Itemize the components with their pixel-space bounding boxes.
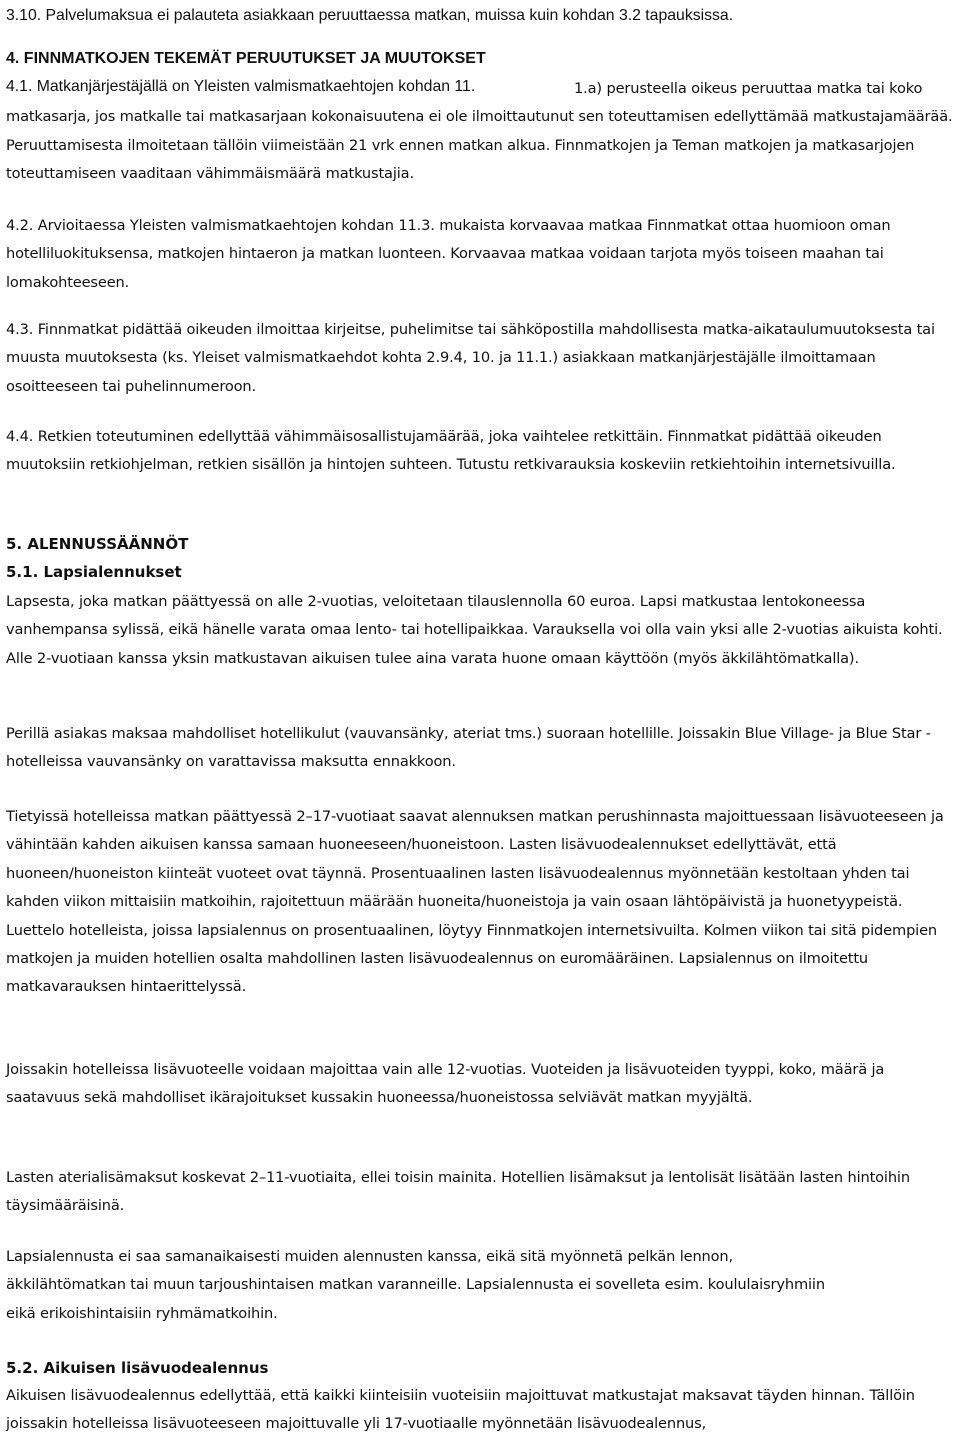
- paragraph-5-2: Aikuisen lisävuodealennus edellyttää, että kaikki kiinteisiin vuoteisiin majoittuvat matkustajat maksavat täyden hinnan. Tällöin joissakin hotelleissa lisävuoteeseen majoittuvalle yli 17-vuotiaalle myönnetään lisävuodealennus,: [6, 1387, 915, 1433]
- heading-section-5: 5. ALENNUSSÄÄNNÖT: [6, 535, 189, 553]
- paragraph-4-4: 4.4. Retkien toteutuminen edellyttää vähimmäisosallistujamäärää, joka vaihtelee retkittäin. Finnmatkat pidättää oikeuden muutoksiin retkiohjelman, retkien sisällön ja hintojen suhteen. Tutustu retkivarauksia koskeviin retkiehtoihin internetsivuilla.: [6, 428, 896, 474]
- paragraph-4-3: 4.3. Finnmatkat pidättää oikeuden ilmoittaa kirjeitse, puhelimitse tai sähköpostilla mahdollisesta matka-aikataulumuutoksesta tai muusta muutoksesta (ks. Yleiset valmismatkaehdot kohta 2.9.4, 10. ja 11.1.) asiakkaan matkanjärjestäjälle ilmoittamaan osoitteeseen tai puhelinnumeroon.: [6, 321, 935, 395]
- paragraph-5-1-e: Lasten aterialisämaksut koskevat 2–11-vuotiaita, ellei toisin mainita. Hotellien lisämaksut ja lentolisät lisätään lasten hintoihin täysimääräisinä.: [6, 1169, 910, 1215]
- paragraph-4-1-start: 4.1. Matkanjärjestäjällä on Yleisten valmismatkaehtojen kohdan 11.: [6, 78, 476, 95]
- heading-5-2: 5.2. Aikuisen lisävuodealennus: [6, 1359, 269, 1377]
- paragraph-4-2: 4.2. Arvioitaessa Yleisten valmismatkaehtojen kohdan 11.3. mukaista korvaavaa matkaa Finnmatkat ottaa huomioon oman hotelliluokituksensa, matkojen hintaeron ja matkan luonteen. Korvaavaa matkaa voidaan tarjota myös toiseen maahan tai lomakohteeseen.: [6, 217, 891, 291]
- paragraph-5-1-f: Lapsialennusta ei saa samanaikaisesti muiden alennusten kanssa, eikä sitä myönnetä pelkän lennon, äkkilähtömatkan tai muun tarjoushintaisen matkan varanneille. Lapsialennusta ei sovelleta esim. koululaisryhmiin eikä erikoishintaisiin ryhmämatkoihin.: [6, 1248, 825, 1322]
- paragraph-4-1: 1.a) perusteella oikeus peruuttaa matka tai koko matkasarja, jos matkalle tai matkasarjaan kokonaisuutena ei ole ilmoittautunut sen toteuttamisen edellyttämää matkustajamäärää. Peruuttamisesta ilmoitetaan tällöin viimeistään 21 vrk ennen matkan alkua. Finnmatkojen ja Teman matkojen ja matkasarjojen toteuttamiseen vaaditaan vähimmäismäärä matkustajia.: [6, 80, 953, 183]
- paragraph-5-1-a: Lapsesta, joka matkan päättyessä on alle 2-vuotias, veloitetaan tilauslennolla 60 euroa. Lapsi matkustaa lentokoneessa vanhempansa sylissä, eikä hänelle varata omaa lento- tai hotellipaikkaa. Varauksella voi olla vain yksi alle 2-vuotias aikuista kohti. Alle 2-vuotiaan kanssa yksin matkustavan aikuisen tulee aina varata huone omaan käyttöön (myös äkkilähtömatkalla).: [6, 593, 943, 667]
- paragraph-5-1-b: Perillä asiakas maksaa mahdolliset hotellikulut (vauvansänky, ateriat tms.) suoraan hotellille. Joissakin Blue Village- ja Blue Star -hotelleissa vauvansänky on varattavissa maksutta ennakkoon.: [6, 725, 931, 771]
- paragraph-3-10: 3.10. Palvelumaksua ei palauteta asiakkaan peruuttaessa matkan, muissa kuin kohdan 3.2 tapauksissa.: [6, 7, 734, 24]
- heading-section-4: 4. FINNMATKOJEN TEKEMÄT PERUUTUKSET JA MUUTOKSET: [6, 50, 486, 67]
- paragraph-5-1-d: Joissakin hotelleissa lisävuoteelle voidaan majoittaa vain alle 12-vuotias. Vuoteiden ja lisävuoteiden tyyppi, koko, määrä ja saatavuus sekä mahdolliset ikärajoitukset kussakin huoneessa/huoneistossa selviävät matkan myyjältä.: [6, 1061, 885, 1107]
- heading-5-1: 5.1. Lapsialennukset: [6, 563, 182, 581]
- paragraph-5-1-c: Tietyissä hotelleissa matkan päättyessä 2–17-vuotiaat saavat alennuksen matkan perushinnasta majoittuessaan lisävuoteeseen ja vähintään kahden aikuisen kanssa samaan huoneeseen/huoneistoon. Lasten lisävuodealennukset edellyttävät, että huoneen/huoneiston kiinteät vuoteet ovat täynnä. Prosentuaalinen lasten lisävuodealennus myönnetään kestoltaan yhden tai kahden viikon mittaisiin matkoihin, rajoitettuun määrään huoneita/huoneistoja ja vain osaan lähtöpäivistä ja huonetyypeistä. Luettelo hotelleista, joissa lapsialennus on prosentuaalinen, löytyy Finnmatkojen internetsivuilta. Kolmen viikon tai sitä pidempien matkojen ja muiden hotellien osalta mahdollinen lasten lisävuodealennus on euromääräinen. Lapsialennus on ilmoitettu matkavarauksen hintaerittelyssä.: [6, 808, 944, 996]
